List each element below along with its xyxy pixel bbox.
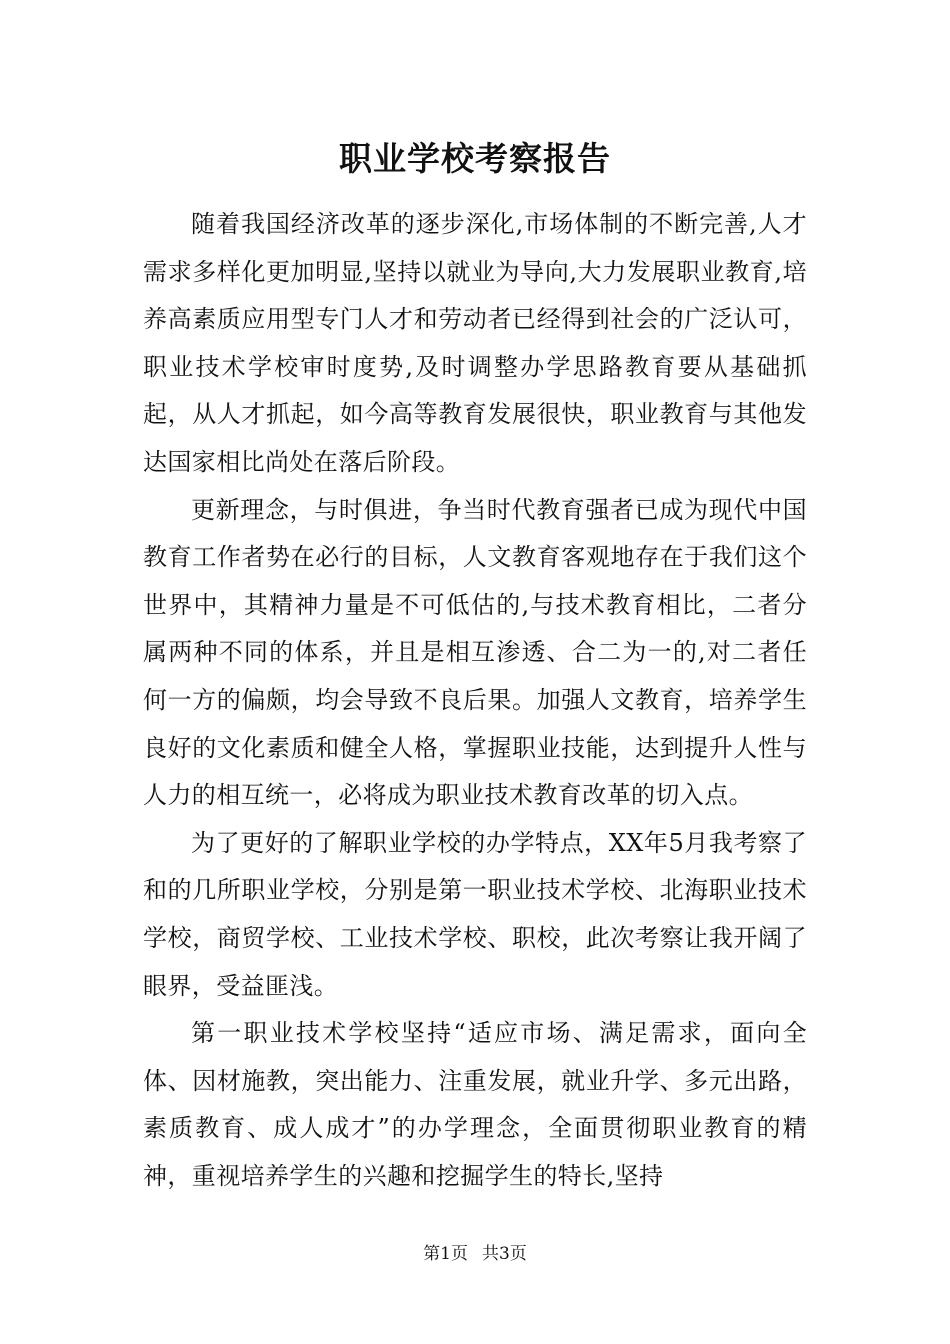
paragraph: 随着我国经济改革的逐步深化,市场体制的不断完善,人才需求多样化更加明显,坚持以就业为导向,大力发展职业教育,培养高素质应用型专门人才和劳动者已经得到社会的广泛认可，职业技术学校审时度势,及时调整办学思路教育要从基础抓起，从人才抓起，如今高等教育发展很快，职业教育与其他发达国家相比尚处在落后阶段。 <box>143 210 807 476</box>
page-number: 第1页 <box>423 1244 468 1264</box>
paragraph: 为了更好的了解职业学校的办学特点，XX年5月我考察了和的几所职业学校，分别是第一职业技术学校、北海职业技术学校，商贸学校、工业技术学校、职校，此次考察让我开阔了眼界，受益匪浅。 <box>143 828 807 1000</box>
document-body <box>143 201 807 1200</box>
paragraph: 更新理念，与时俱进，争当时代教育强者已成为现代中国教育工作者势在必行的目标，人文教育客观地存在于我们这个世界中，其精神力量是不可低估的,与技术教育相比，二者分属两种不同的体系，并且是相互渗透、合二为一的,对二者任何一方的偏颇，均会导致不良后果。加强人文教育，培养学生良好的文化素质和健全人格，掌握职业技能，达到提升人性与人力的相互统一，必将成为职业技术教育改革的切入点。 <box>143 495 807 810</box>
document-title: 职业学校考察报告 <box>339 139 611 178</box>
paragraph: 第一职业技术学校坚持“适应市场、满足需求，面向全体、因材施教，突出能力、注重发展，就业升学、多元出路，素质教育、成人成才”的办学理念，全面贯彻职业教育的精神，重视培养学生的兴趣和挖掘学生的特长,坚持 <box>143 1019 807 1190</box>
page-total: 共3页 <box>482 1244 527 1264</box>
page-footer <box>0 1242 950 1266</box>
